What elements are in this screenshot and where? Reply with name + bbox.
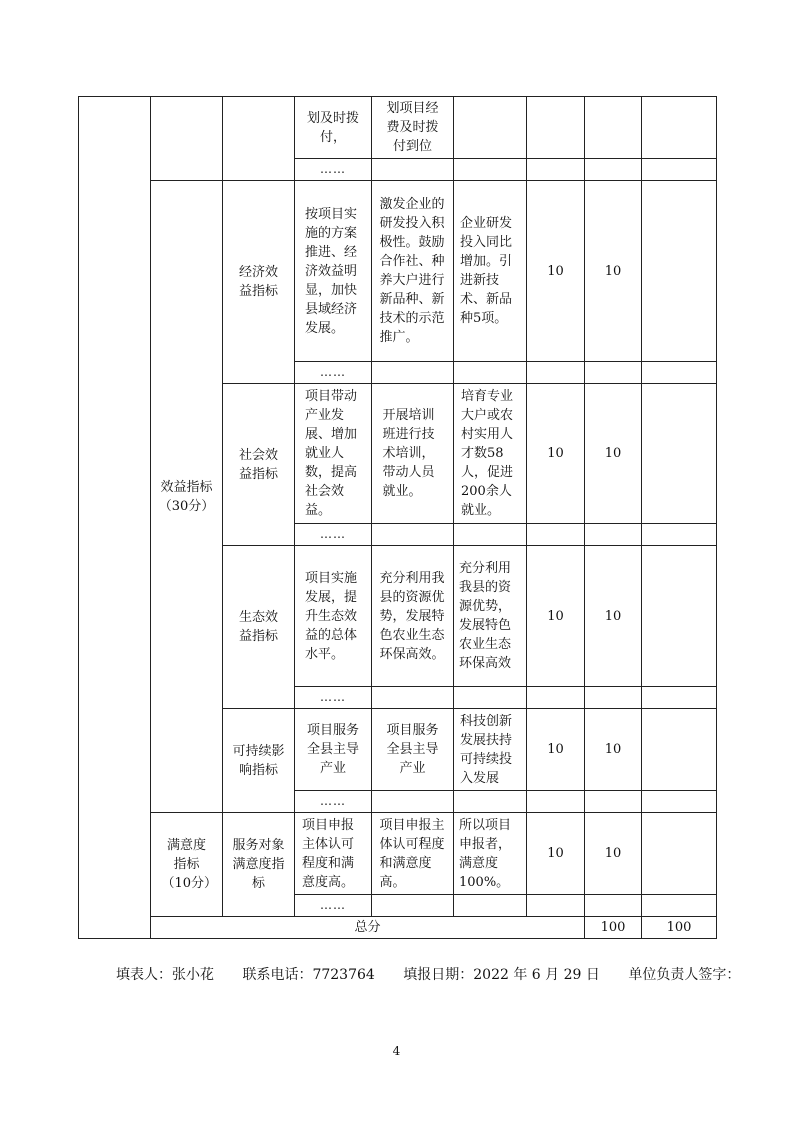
remark-cell xyxy=(642,97,717,159)
satisfaction-indicator-name: 服务对象满意度指标 xyxy=(223,813,295,917)
score-cell xyxy=(527,97,585,159)
content-cell: 项目申报主体认可程度和满意度高。 xyxy=(295,813,372,895)
score-cell xyxy=(585,97,642,159)
table-row xyxy=(79,813,717,895)
standard-text: 划项目经费及时拨付到位 xyxy=(386,101,439,154)
standard-cell: 激发企业的研发投入积极性。鼓励合作社、种养大户进行新品种、新技术的示范推广。 xyxy=(372,181,454,362)
signature-label: 单位负责人签字： xyxy=(628,967,741,983)
ellipsis-cell: …… xyxy=(295,362,372,384)
score-cell: 10 xyxy=(585,181,642,362)
score-cell: 10 xyxy=(527,384,585,524)
satisfaction-indicator-label: 满意度指标（10分） xyxy=(151,813,223,917)
score-cell: 10 xyxy=(527,709,585,791)
total-row xyxy=(79,917,717,939)
score-cell: 10 xyxy=(585,709,642,791)
score-cell: 10 xyxy=(585,546,642,687)
page-number: 4 xyxy=(392,1044,401,1058)
ecological-indicator-name: 生态效益指标 xyxy=(223,546,295,709)
score-cell: 10 xyxy=(585,384,642,524)
content-cell xyxy=(295,97,372,159)
second-level-indicator-cell xyxy=(151,97,223,181)
content-cell: 项目服务全县主导产业 xyxy=(295,709,372,791)
ellipsis-cell: …… xyxy=(295,687,372,709)
remark-cell xyxy=(642,181,717,362)
filler-name: 填表人：张小花 xyxy=(116,967,214,983)
first-level-indicator-cell xyxy=(79,97,151,939)
form-footer xyxy=(116,964,764,984)
third-level-indicator-cell xyxy=(223,97,295,181)
economic-indicator-name: 经济效益指标 xyxy=(223,181,295,384)
standard-cell: 项目申报主体认可程度和满意度高。 xyxy=(372,813,454,895)
content-cell: 按项目实施的方案推进、经济效益明显，加快县域经济发展。 xyxy=(295,181,372,362)
social-indicator-name: 社会效益指标 xyxy=(223,384,295,546)
ellipsis-cell: …… xyxy=(295,524,372,546)
result-cell xyxy=(454,97,527,159)
content-text: 划及时拨付， xyxy=(306,110,359,145)
remark-cell xyxy=(642,546,717,687)
result-cell: 企业研发投入同比增加。引进新技术、新品种5项。 xyxy=(454,181,527,362)
remark-cell xyxy=(642,709,717,791)
content-cell: 项目带动产业发展、增加就业人数，提高社会效益。 xyxy=(295,384,372,524)
score-cell: 10 xyxy=(585,813,642,895)
total-label: 总分 xyxy=(151,917,585,939)
result-cell: 所以项目申报者，满意度100%。 xyxy=(454,813,527,895)
fill-date: 填报日期：2022 年 6 月 29 日 xyxy=(403,967,600,983)
score-cell: 10 xyxy=(527,813,585,895)
result-cell: 充分利用我县的资源优势，发展特色农业生态环保高效 xyxy=(454,546,527,687)
table-row xyxy=(79,97,717,159)
content-cell: 项目实施发展，提升生态效益的总体水平。 xyxy=(295,546,372,687)
remark-cell xyxy=(642,384,717,524)
sustainable-indicator-name: 可持续影响指标 xyxy=(223,709,295,813)
ellipsis-text: …… xyxy=(320,162,346,176)
total-score: 100 xyxy=(642,917,717,939)
standard-cell: 充分利用我县的资源优势，发展特色农业生态环保高效。 xyxy=(372,546,454,687)
result-cell: 科技创新发展扶持可持续投入发展 xyxy=(454,709,527,791)
standard-cell xyxy=(372,97,454,159)
standard-cell: 项目服务全县主导产业 xyxy=(372,709,454,791)
ellipsis-cell: …… xyxy=(295,895,372,917)
ellipsis-cell: …… xyxy=(295,791,372,813)
table-row xyxy=(79,181,717,362)
total-score: 100 xyxy=(585,917,642,939)
score-cell: 10 xyxy=(527,546,585,687)
result-cell: 培育专业大户或农村实用人才数58人，促进200余人就业。 xyxy=(454,384,527,524)
score-cell: 10 xyxy=(527,181,585,362)
ellipsis-cell xyxy=(295,159,372,181)
standard-cell: 开展培训班进行技术培训，带动人员就业。 xyxy=(372,384,454,524)
remark-cell xyxy=(642,813,717,895)
performance-evaluation-table xyxy=(78,96,717,939)
benefit-indicator-label: 效益指标（30分） xyxy=(151,181,223,813)
contact-phone: 联系电话：7723764 xyxy=(242,967,375,983)
